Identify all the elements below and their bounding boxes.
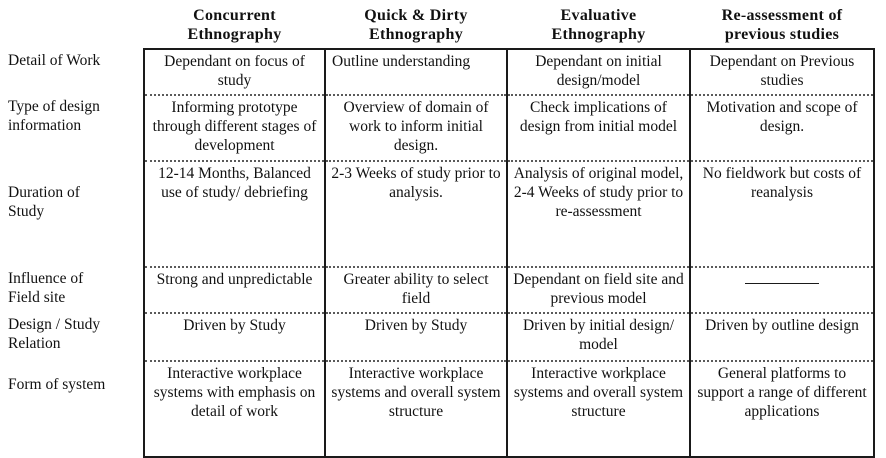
table-cell: Analysis of original model, 2-4 Weeks of study prior to re-assessment: [507, 161, 690, 267]
comparison-table-container: [0, 6, 886, 458]
table-cell: No fieldwork but costs of reanalysis: [690, 161, 874, 267]
header-corner: [0, 6, 144, 49]
table-cell: Strong and unpredictable: [144, 267, 325, 313]
row-label: Type of design information: [8, 98, 100, 134]
table-cell: Outline understanding: [325, 49, 507, 95]
table-cell: Greater ability to select field: [325, 267, 507, 313]
dash-line: [745, 273, 819, 284]
table-cell: Driven by Study: [144, 313, 325, 361]
table-cell: Driven by Study: [325, 313, 507, 361]
table-row: [0, 95, 874, 161]
row-label: Detail of Work: [8, 52, 101, 69]
table-cell: Dependant on focus of study: [144, 49, 325, 95]
table-row: [0, 361, 874, 457]
table-row: [0, 267, 874, 313]
row-label: Form of system: [8, 376, 106, 393]
table-cell: Driven by outline design: [690, 313, 874, 361]
column-header-concurrent: Concurrent Ethnography: [187, 7, 282, 43]
table-cell: Dependant on Previous studies: [690, 49, 874, 95]
table-cell: Dependant on initial design/model: [507, 49, 690, 95]
table-cell: 12-14 Months, Balanced use of study/ debriefing: [144, 161, 325, 267]
table-cell: Interactive workplace systems and overall system structure: [325, 361, 507, 457]
table-cell: General platforms to support a range of different applications: [690, 361, 874, 457]
table-cell: Overview of domain of work to inform initial design.: [325, 95, 507, 161]
table-cell: Motivation and scope of design.: [690, 95, 874, 161]
table-cell: Driven by initial design/ model: [507, 313, 690, 361]
column-header-quick-dirty: Quick & Dirty Ethnography: [364, 7, 468, 43]
header-row: [0, 6, 874, 49]
table-cell: Dependant on field site and previous model: [507, 267, 690, 313]
row-label: Influence of Field site: [8, 270, 84, 306]
ethnography-comparison-table: [0, 6, 875, 458]
row-label: Design / Study Relation: [8, 316, 101, 352]
table-cell: Informing prototype through different stages of development: [144, 95, 325, 161]
table-cell: Interactive workplace systems and overall system structure: [507, 361, 690, 457]
table-cell: 2-3 Weeks of study prior to analysis.: [325, 161, 507, 267]
column-header-evaluative: Evaluative Ethnography: [551, 7, 646, 43]
empty-cell: [690, 267, 874, 313]
row-label: Duration of Study: [8, 184, 80, 220]
table-row: [0, 313, 874, 361]
table-cell: Check implications of design from initial model: [507, 95, 690, 161]
table-row: [0, 161, 874, 267]
table-row: [0, 49, 874, 95]
table-cell: Interactive workplace systems with emphasis on detail of work: [144, 361, 325, 457]
column-header-reassessment: Re-assessment of previous studies: [721, 7, 843, 43]
